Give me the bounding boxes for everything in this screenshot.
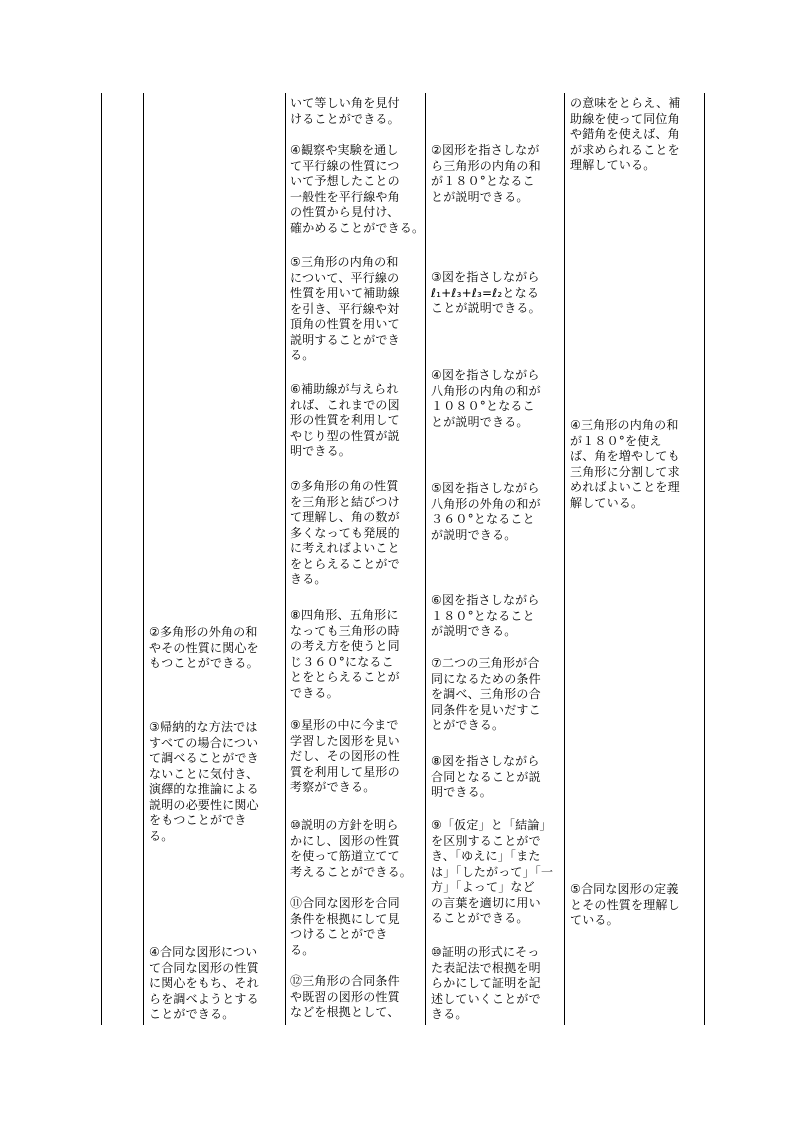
cell-line: 三角形に分割して求	[570, 464, 680, 479]
cell-line: 八角形の外角の和が	[431, 496, 541, 511]
cell-line: つけることができ	[290, 927, 388, 941]
cell-line: ことができる。	[149, 1007, 235, 1021]
cell-line: ば、角を増やしても	[570, 449, 680, 463]
cell-line: めればよいことを理	[570, 480, 680, 494]
cell-d2	[431, 143, 541, 205]
cell-line: ⑤合同な図形の定義	[570, 882, 679, 896]
cell-line: を三角形と結びつけ	[290, 494, 400, 509]
cell-line: 質を利用して星形の	[290, 764, 400, 779]
cell-line: た表記法で根拠を明	[431, 960, 541, 975]
cell-line: 明できる。	[431, 785, 493, 799]
cell-b2	[149, 625, 259, 672]
cell-line: は」「したがって」「一	[431, 864, 554, 879]
cell-line: ③図を指さしながら	[431, 270, 540, 284]
cell-e_top	[570, 96, 681, 174]
cell-c9	[290, 718, 400, 796]
column-border	[285, 93, 286, 1025]
cell-line: れば、これまでの図	[290, 397, 400, 412]
cell-line: る。	[290, 348, 315, 362]
cell-line: ⑤図を指さしながら	[431, 481, 540, 495]
cell-line: とができる。	[431, 718, 505, 732]
cell-line: ⑥補助線が与えられ	[290, 382, 399, 396]
cell-line: の考え方を使うと同	[290, 639, 400, 653]
cell-line: の意味をとらえ、補	[570, 96, 681, 110]
cell-c7	[290, 479, 400, 588]
column-border	[143, 93, 144, 1025]
cell-line: ないことに気付き、	[149, 766, 259, 781]
cell-line: 同条件を見いだすこ	[431, 702, 541, 717]
cell-line: や錯角を使えば、角	[570, 127, 680, 141]
cell-line: ⑦二つの三角形が合	[431, 656, 540, 670]
cell-line: １８０°となること	[431, 608, 535, 623]
cell-line: ④観察や実験を通し	[290, 143, 399, 157]
cell-line: 説明することができ	[290, 332, 400, 347]
cell-line: とその性質を理解し	[570, 897, 680, 912]
column-border	[425, 93, 426, 1025]
cell-c5	[290, 255, 400, 364]
cell-line: だし、その図形の性	[290, 749, 400, 763]
cell-line: ⑦多角形の角の性質	[290, 479, 399, 493]
column-border	[704, 93, 705, 1025]
cell-line: とが説明できる。	[431, 189, 529, 204]
cell-line: ら三角形の内角の和	[431, 158, 541, 173]
cell-line: の言葉を適切に用い	[431, 895, 541, 910]
cell-c11	[290, 896, 400, 958]
cell-line: ⑥図を指さしながら	[431, 593, 540, 607]
cell-line: る。	[149, 828, 174, 843]
cell-line: ることができる。	[431, 911, 529, 925]
cell-c12	[290, 974, 400, 1021]
cell-line: を調べ、三角形の合	[431, 687, 541, 701]
cell-line: 八角形の内角の和が	[431, 383, 541, 398]
cell-d8	[431, 754, 541, 801]
cell-line: なっても三角形の時	[290, 623, 400, 638]
cell-line: ⑧図を指さしながら	[431, 754, 540, 768]
cell-line: きる。	[290, 572, 327, 586]
cell-line: ℓ₁+ℓ₃+ℓ₃=ℓ₂となる	[431, 285, 540, 300]
cell-line: 助線を使って同位角	[570, 111, 680, 126]
cell-line: 述していくことがで	[431, 991, 541, 1006]
cell-line: を区別することがで	[431, 833, 541, 848]
cell-line: ⑧四角形、五角形に	[290, 608, 399, 622]
cell-line: に関心をもち、それ	[149, 976, 259, 990]
cell-c4	[290, 143, 424, 236]
cell-line: いて等しい角を見付	[290, 96, 400, 110]
cell-line: が説明できる。	[431, 527, 517, 542]
cell-line: 形の性質を利用して	[290, 413, 400, 427]
cell-line: る。	[290, 942, 315, 957]
cell-line: て理解し、角の数が	[290, 510, 400, 524]
cell-line: について、平行線の	[290, 270, 400, 285]
cell-d9	[431, 818, 553, 927]
cell-line: 説明の必要性に関心	[149, 797, 259, 812]
cell-c8	[290, 608, 400, 701]
cell-b4	[149, 945, 259, 1023]
cell-line: ３６０°となること	[431, 512, 535, 526]
cell-line: などを根拠として、	[290, 1005, 400, 1019]
cell-line: できる。	[290, 685, 339, 700]
cell-line: ④合同な図形につい	[149, 945, 258, 959]
cell-line: をとらえることがで	[290, 556, 400, 571]
cell-line: ⑤三角形の内角の和	[290, 255, 399, 269]
cell-line: らを調べようとする	[149, 991, 259, 1006]
cell-line: や既習の図形の性質	[290, 989, 400, 1004]
cell-line: 解している。	[570, 495, 644, 510]
cell-c_top	[290, 96, 400, 127]
cell-line: ⑪合同な図形を合同	[290, 896, 400, 910]
cell-line: 方」「よって」など	[431, 880, 535, 894]
cell-line: き、「ゆえに」「また	[431, 849, 541, 863]
cell-line: ④三角形の内角の和	[570, 418, 679, 432]
cell-line: すべての場合につい	[149, 735, 259, 750]
column-border	[101, 93, 102, 1025]
cell-line: を使って筋道立てて	[290, 849, 400, 863]
cell-line: らかにして証明を記	[431, 976, 541, 990]
cell-e5	[570, 882, 680, 929]
cell-line: 条件を根拠にして見	[290, 911, 400, 926]
cell-line: ⑨「仮定」と「結論」	[431, 818, 552, 832]
cell-line: て合同な図形の性質	[149, 960, 259, 975]
cell-line: に考えればよいこと	[290, 541, 400, 555]
cell-line: ②図形を指さしなが	[431, 143, 540, 157]
cell-line: じ３６０°になるこ	[290, 654, 394, 669]
cell-d6	[431, 593, 540, 640]
cell-line: やじり型の性質が説	[290, 428, 400, 443]
cell-line: 一般性を平行線や角	[290, 189, 400, 204]
cell-line: ②多角形の外角の和	[149, 625, 258, 639]
cell-e4	[570, 418, 680, 511]
cell-line: 性質を用いて補助線	[290, 286, 400, 300]
cell-line: の性質から見付け、	[290, 205, 400, 219]
cell-line: とをとらえることが	[290, 670, 400, 684]
cell-line: ③帰納的な方法では	[149, 720, 258, 734]
cell-line: やその性質に関心を	[149, 640, 259, 655]
cell-line: 頂角の性質を用いて	[290, 317, 400, 331]
cell-line: １０８０°となるこ	[431, 399, 535, 413]
cell-line: ⑨星形の中に今まで	[290, 718, 399, 732]
cell-line: 明できる。	[290, 444, 352, 458]
cell-line: が求められることを	[570, 142, 680, 157]
cell-line: かにし、図形の性質	[290, 833, 400, 848]
cell-d10	[431, 945, 541, 1023]
column-border	[564, 93, 565, 1025]
cell-line: 演繹的な推論による	[149, 782, 259, 796]
cell-line: けることができる。	[290, 111, 400, 126]
cell-b3	[149, 720, 259, 844]
cell-line: ことが説明できる。	[431, 301, 541, 315]
cell-d3	[431, 270, 541, 317]
cell-line: 多くなっても発展的	[290, 525, 400, 540]
cell-line: が説明できる。	[431, 624, 517, 638]
cell-line: 学習した図形を見い	[290, 733, 400, 748]
cell-line: 理解している。	[570, 158, 656, 172]
cell-d7	[431, 656, 541, 734]
cell-line: をもつことができ	[149, 813, 247, 827]
cell-line: が１８０°となるこ	[431, 174, 535, 188]
cell-line: もつことができる。	[149, 656, 259, 670]
cell-d5	[431, 481, 541, 543]
cell-line: 確かめることができる。	[290, 220, 425, 235]
cell-line: ている。	[570, 913, 619, 927]
cell-line: を引き、平行線や対	[290, 301, 400, 316]
cell-line: 考えることができる。	[290, 864, 413, 879]
cell-line: 合同となることが説	[431, 769, 541, 784]
cell-line: きる。	[431, 1007, 468, 1021]
cell-line: て調べることができ	[149, 751, 259, 765]
cell-c10	[290, 818, 412, 880]
cell-line: ⑫三角形の合同条件	[290, 974, 400, 988]
cell-line: いて予想したことの	[290, 174, 400, 188]
cell-line: 考察ができる。	[290, 780, 376, 794]
cell-line: 同になるための条件	[431, 671, 541, 686]
cell-line: とが説明できる。	[431, 414, 529, 429]
cell-line: ④図を指さしながら	[431, 368, 540, 382]
cell-line: ⑩証明の形式にそっ	[431, 945, 540, 959]
cell-line: が１８０°を使え	[570, 433, 662, 448]
cell-line: て平行線の性質につ	[290, 158, 400, 173]
cell-c6	[290, 382, 400, 460]
cell-d4	[431, 368, 541, 430]
cell-line: ⑩説明の方針を明ら	[290, 818, 399, 832]
